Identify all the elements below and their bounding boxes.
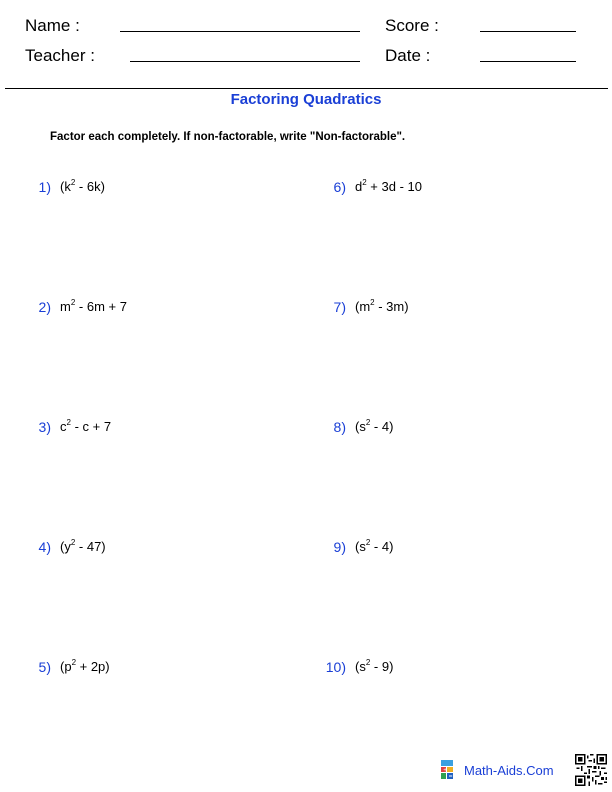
problem-5: [38, 658, 110, 678]
problem-expression: $d^2 + 3d - 10$: [355, 178, 422, 194]
problem-expression: $(s^2 - 4)$: [355, 538, 394, 554]
problem-number: 7): [333, 299, 346, 315]
problem-number: 2): [38, 299, 51, 315]
score-label: Score :: [385, 16, 439, 35]
problem-number: 3): [38, 419, 51, 435]
footer-site-link[interactable]: Math-Aids.Com: [464, 763, 554, 778]
problem-number: 1): [38, 179, 51, 195]
problem-expression: $c^2 - c + 7$: [60, 418, 112, 434]
name-answer-line[interactable]: [120, 31, 360, 32]
problem-10: [325, 658, 394, 678]
problem-number: 6): [333, 179, 346, 195]
problem-expression: $(p^2 + 2p)$: [60, 658, 110, 674]
svg-text:=: =: [448, 774, 453, 780]
problem-expression: $(k^2 - 6k)$: [60, 178, 105, 194]
date-answer-line[interactable]: [480, 61, 576, 62]
worksheet-title: Factoring Quadratics: [230, 91, 382, 108]
problem-number: 8): [333, 419, 346, 435]
problem-number: 10): [325, 659, 346, 675]
problem-9: [333, 538, 394, 558]
problem-2: [38, 298, 127, 318]
problem-7: [333, 298, 409, 318]
problem-expression: $(m^2 - 3m)$: [355, 298, 409, 314]
name-label: Name :: [25, 16, 80, 35]
problem-expression: $(s^2 - 4)$: [355, 418, 394, 434]
problem-number: 5): [38, 659, 51, 675]
calculator-icon: [440, 760, 460, 780]
problem-3: [38, 418, 112, 438]
problem-4: [38, 538, 106, 558]
problem-number: 4): [38, 539, 51, 555]
teacher-answer-line[interactable]: [130, 61, 360, 62]
problem-number: 9): [333, 539, 346, 555]
qr-code-icon: [575, 754, 607, 786]
problem-expression: $(y^2 - 47)$: [60, 538, 106, 554]
header-divider: [5, 88, 608, 89]
problem-expression: $(s^2 - 9)$: [355, 658, 394, 674]
problem-6: [333, 178, 422, 198]
problem-8: [333, 418, 394, 438]
teacher-label: Teacher :: [25, 46, 95, 65]
date-label: Date :: [385, 46, 431, 65]
problem-1: [38, 178, 105, 198]
instructions: Factor each completely. If non-factorable, write "Non-factorable".: [50, 131, 406, 143]
problem-expression: $m^2 - 6m + 7$: [60, 298, 127, 314]
score-answer-line[interactable]: [480, 31, 576, 32]
svg-text:+: +: [443, 767, 448, 774]
